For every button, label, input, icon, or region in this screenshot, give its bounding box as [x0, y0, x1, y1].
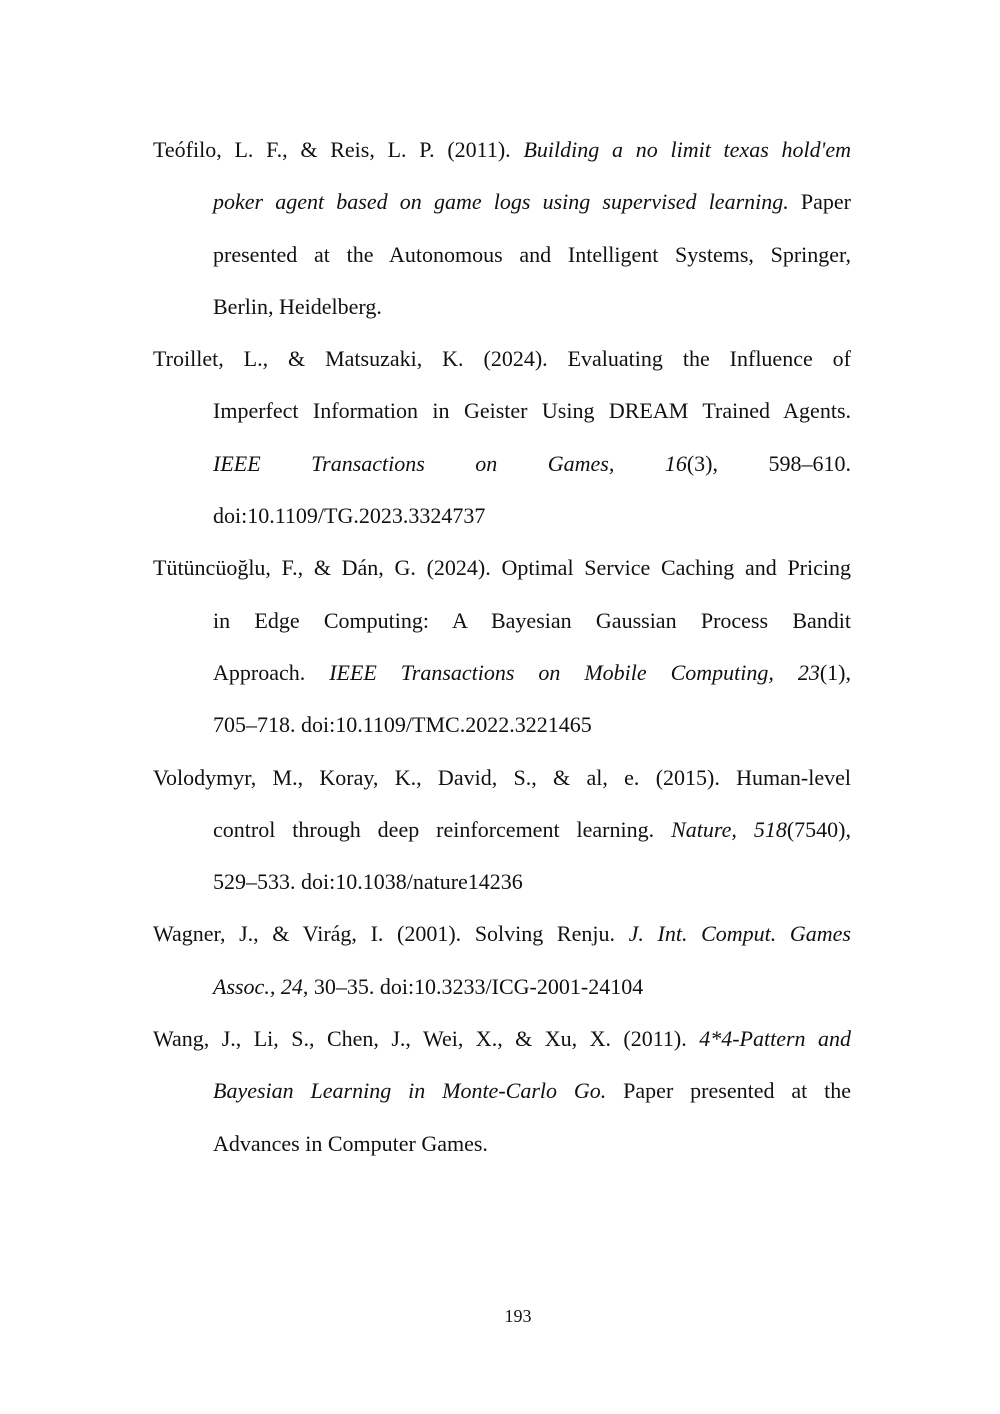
reference-line — [153, 752, 851, 804]
italic-text: 4*4-Pattern and — [699, 1026, 851, 1052]
text-segment: Berlin, Heidelberg. — [213, 293, 382, 319]
reference-line — [153, 856, 851, 908]
text-segment: (1), — [819, 659, 851, 685]
text-segment: Approach. — [213, 659, 330, 685]
text-segment: Tütüncüoğlu, F., & Dán, G. (2024). Optimal Service Caching and Pricing — [153, 555, 851, 581]
reference-entry — [153, 542, 851, 751]
reference-line — [153, 124, 851, 176]
reference-line — [153, 1013, 851, 1065]
text-segment: Teófilo, L. F., & Reis, L. P. (2011). — [153, 137, 524, 162]
italic-text: Nature, 518 — [671, 816, 787, 842]
italic-text: IEEE Transactions on Games, 16 — [213, 450, 687, 476]
reference-line — [153, 176, 851, 228]
italic-text: Bayesian Learning in Monte-Carlo Go. — [213, 1078, 607, 1104]
text-segment: control through deep reinforcement learning. — [213, 816, 672, 842]
reference-line — [153, 490, 851, 542]
reference-line — [153, 804, 851, 856]
reference-entry — [153, 1013, 851, 1170]
reference-entry — [153, 908, 851, 1013]
reference-entry — [153, 124, 851, 333]
reference-line — [153, 438, 851, 490]
reference-entry — [153, 333, 851, 542]
text-segment: 705–718. doi:10.1109/TMC.2022.3221465 — [213, 712, 592, 738]
reference-line — [153, 229, 851, 281]
italic-text: Building a no limit texas hold'em — [523, 137, 851, 162]
text-segment: (7540), — [786, 816, 851, 842]
text-segment: 529–533. doi:10.1038/nature14236 — [213, 869, 523, 895]
reference-line — [153, 1065, 851, 1117]
text-segment: Volodymyr, M., Koray, K., David, S., & al, e. (2015). Human-level — [153, 764, 851, 790]
reference-line — [153, 647, 851, 699]
text-segment: doi:10.1109/TG.2023.3324737 — [213, 503, 486, 529]
text-segment: (3), 598–610. — [686, 450, 851, 476]
reference-line — [153, 542, 851, 594]
text-segment: in Edge Computing: A Bayesian Gaussian Process Bandit — [213, 607, 851, 633]
text-segment: Advances in Computer Games. — [213, 1130, 488, 1156]
reference-list — [153, 124, 851, 1170]
text-segment: Wang, J., Li, S., Chen, J., Wei, X., & Xu, X. (2011). — [153, 1026, 700, 1052]
text-segment: Imperfect Information in Geister Using DREAM Trained Agents. — [213, 398, 851, 424]
reference-line — [153, 333, 851, 385]
text-segment: Troillet, L., & Matsuzaki, K. (2024). Evaluating the Influence of — [153, 346, 851, 372]
reference-line — [153, 1118, 851, 1170]
text-segment: , 30–35. doi:10.3233/ICG-2001-24104 — [302, 973, 644, 999]
text-segment: Paper presented at the — [606, 1078, 851, 1104]
reference-line — [153, 281, 851, 333]
italic-text: Assoc., 24 — [213, 973, 303, 999]
reference-entry — [153, 752, 851, 909]
italic-text: J. Int. Comput. Games — [628, 921, 851, 947]
reference-line — [153, 699, 851, 751]
italic-text: poker agent based on game logs using supervised learning. — [213, 189, 789, 215]
italic-text: IEEE Transactions on Mobile Computing, 23 — [329, 659, 820, 685]
text-segment: Wagner, J., & Virág, I. (2001). Solving Renju. — [153, 921, 629, 947]
reference-line — [153, 908, 851, 960]
page-number: 193 — [504, 1306, 532, 1326]
text-segment: presented at the Autonomous and Intelligent Systems, Springer, — [213, 241, 851, 267]
reference-line — [153, 595, 851, 647]
text-segment: Paper — [788, 189, 852, 215]
reference-line — [153, 961, 851, 1013]
reference-line — [153, 385, 851, 437]
